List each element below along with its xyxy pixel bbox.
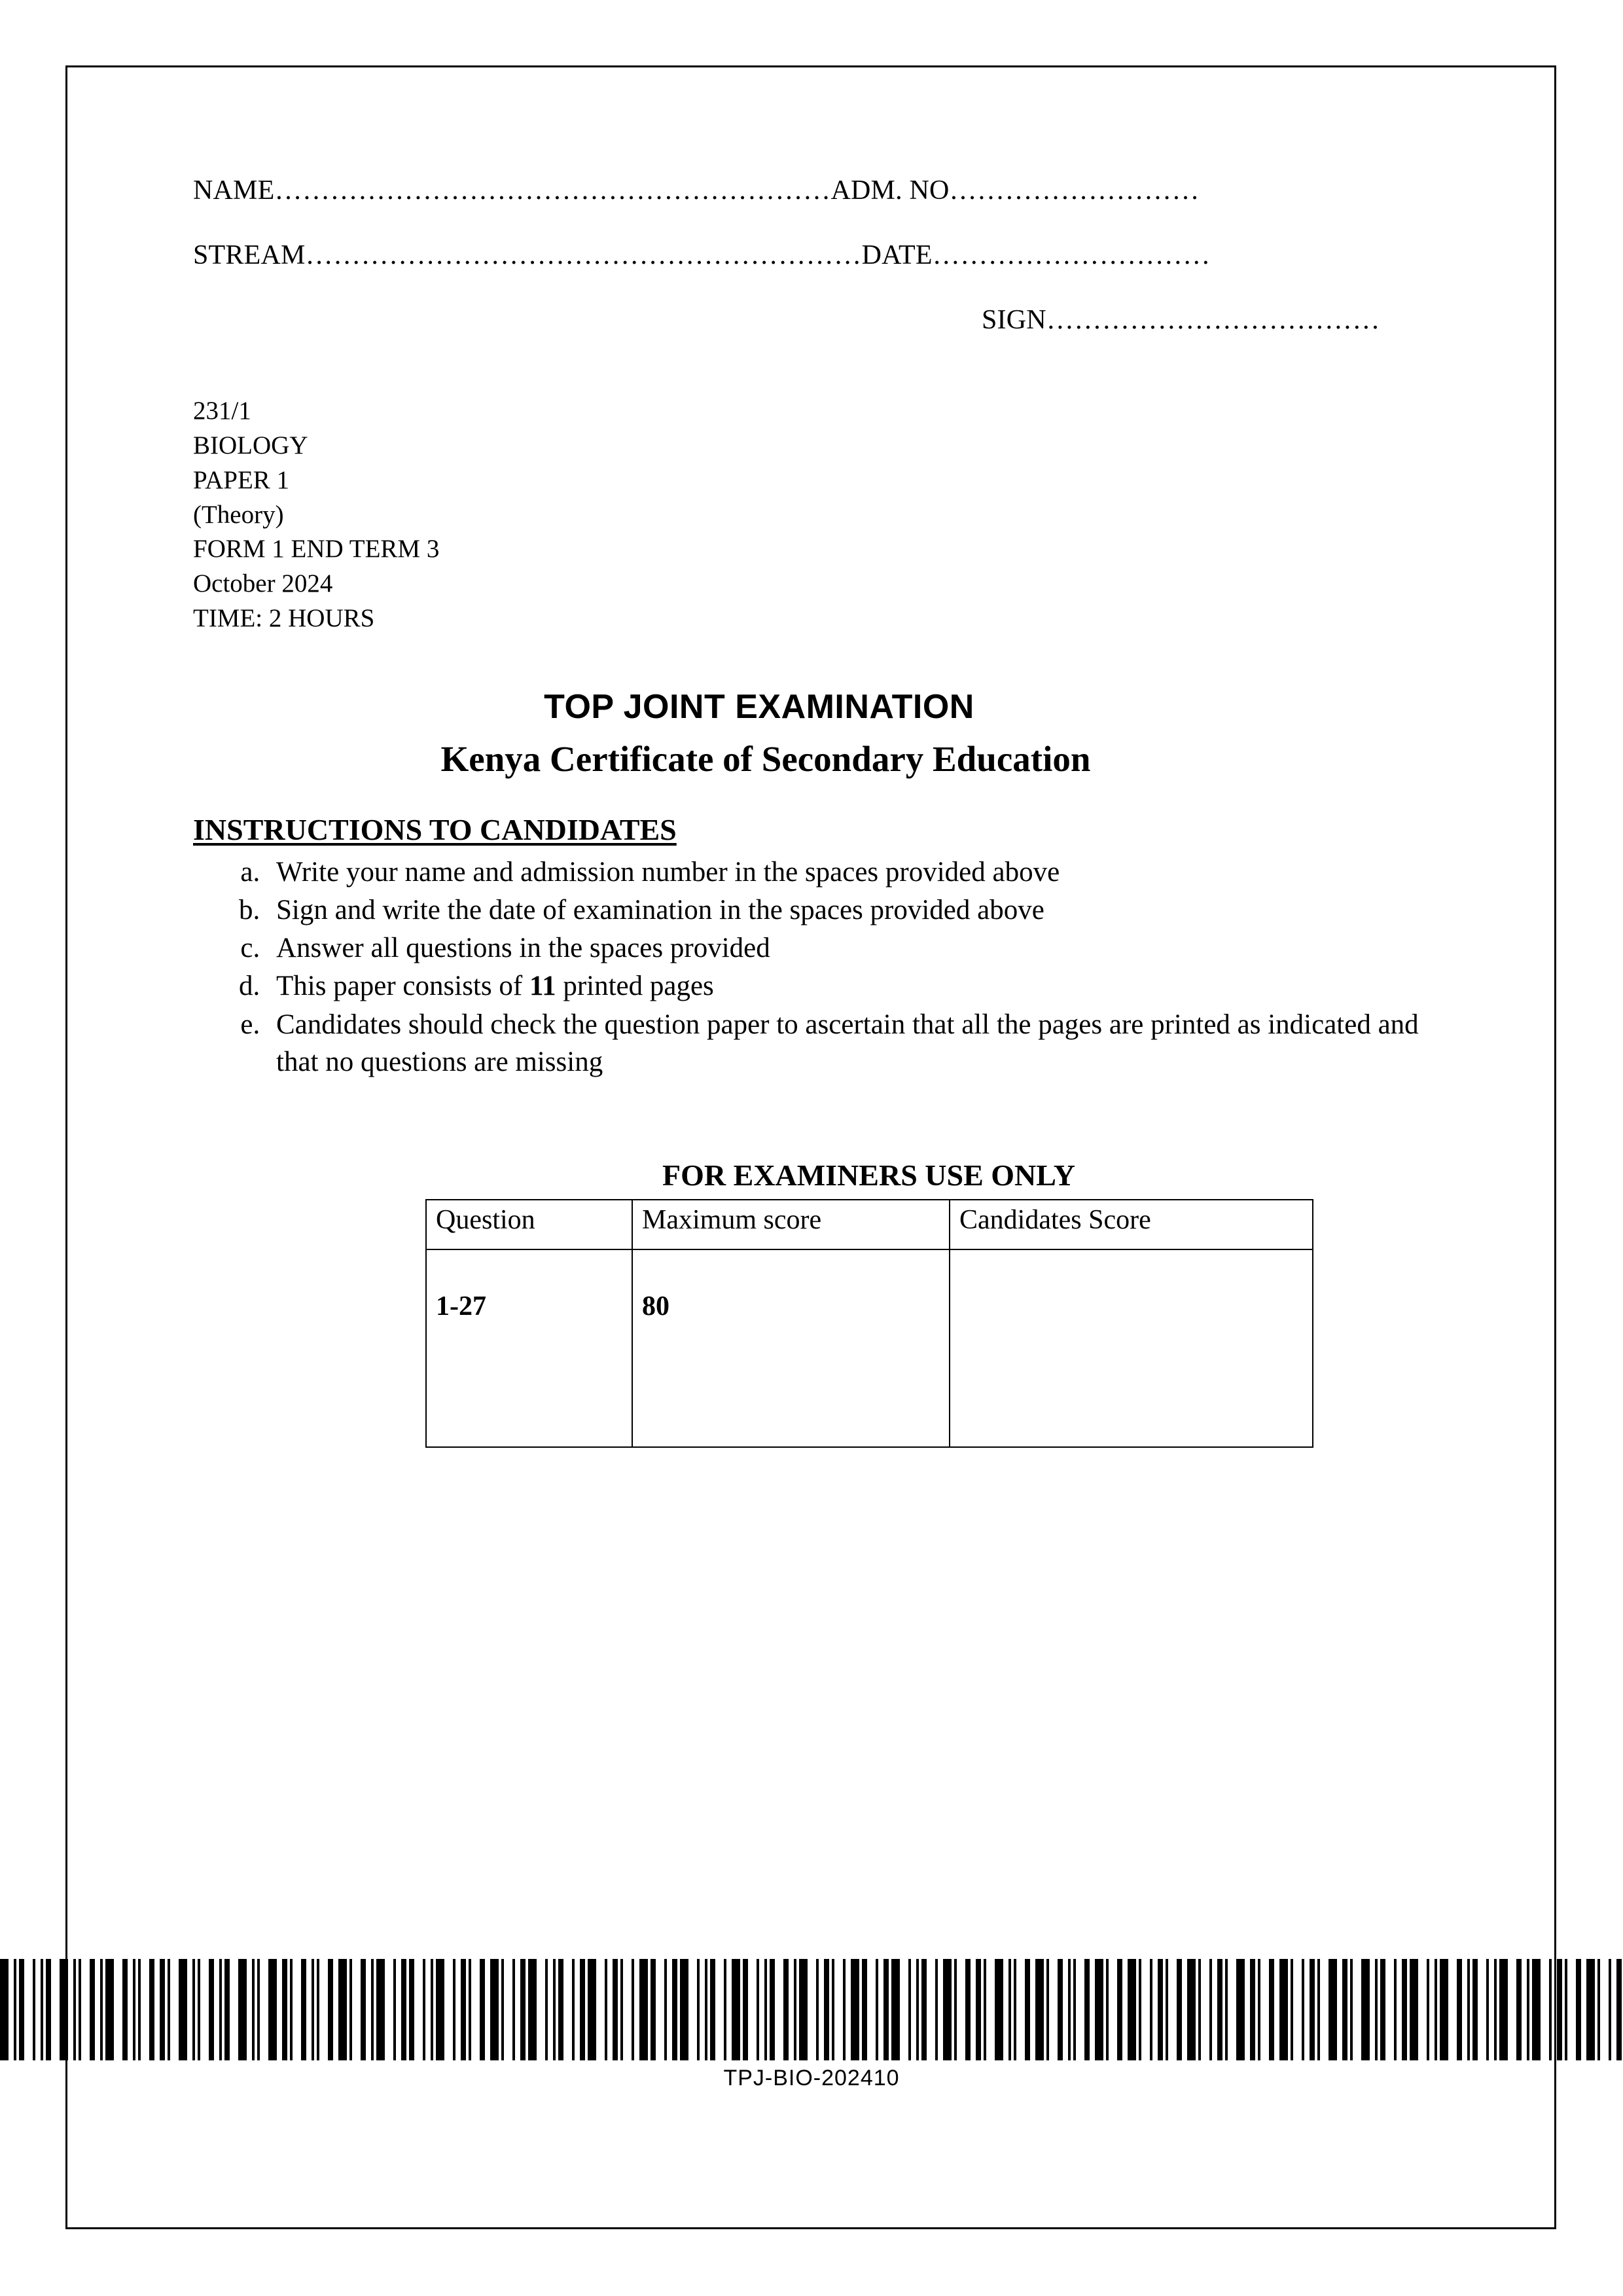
exam-date: October 2024 [193,569,333,598]
exam-duration: TIME: 2 HOURS [193,604,375,633]
instruction-item [267,967,1436,1005]
instruction-text: Sign and write the date of examination in the spaces provided above [276,895,1044,926]
examiners-section [425,1158,1312,1448]
exam-title-sub: Kenya Certificate of Secondary Education [440,738,1091,779]
barcode-section [0,1950,1623,2091]
instruction-text: This paper consists of [276,971,529,1002]
adm-no-label: ADM. NO [830,175,950,206]
examiners-table [425,1199,1313,1448]
instruction-text: Write your name and admission number in the spaces provided above [276,856,1060,888]
exam-code-block [193,394,1436,636]
instruction-item [267,929,1436,967]
header-maximum-score: Maximum score [632,1200,950,1249]
adm-no-dots[interactable]: ……………………… [949,175,1200,206]
table-header-row [426,1200,1313,1249]
instruction-item [267,891,1436,929]
name-label: NAME [193,175,275,206]
sign-label: SIGN [982,305,1046,335]
instruction-page-count: 11 [529,971,556,1002]
instruction-text-tail: printed pages [556,971,714,1002]
instruction-item [267,853,1436,891]
exam-title-main: TOP JOINT EXAMINATION [544,687,974,726]
stream-label: STREAM [193,240,306,270]
name-dots[interactable]: …………………………………………………… [274,175,831,206]
date-label: DATE [861,240,933,270]
header-question: Question [426,1200,632,1249]
barcode-image [0,1959,1623,2060]
cell-question-range: 1-27 [426,1249,632,1447]
instruction-text: Candidates should check the question paper to ascertain that all the pages are printed as indicated and that no questions are missing [276,1009,1419,1077]
instruction-text: Answer all questions in the spaces provided [276,933,770,964]
exam-paper-number: PAPER 1 [193,465,290,494]
exam-paper-code: 231/1 [193,397,251,425]
barcode-label: TPJ-BIO-202410 [723,2066,900,2090]
examiners-title: FOR EXAMINERS USE ONLY [662,1158,1075,1193]
header-candidates-score: Candidates Score [950,1200,1313,1249]
stream-dots[interactable]: …………………………………………………… [305,240,862,270]
table-row [426,1249,1313,1447]
instructions-list [193,853,1436,1081]
cell-maximum-score: 80 [632,1249,950,1447]
exam-level: FORM 1 END TERM 3 [193,535,440,564]
cell-candidates-score[interactable] [950,1249,1313,1447]
exam-paper-type: (Theory) [193,500,284,529]
sign-dots[interactable]: ……………………………… [1046,305,1380,335]
instructions-heading: INSTRUCTIONS TO CANDIDATES [193,812,677,846]
candidate-stream-row [193,242,1436,269]
date-dots[interactable]: ………………………… [932,240,1211,270]
instructions-section [193,780,1436,1081]
instruction-item [267,1006,1436,1081]
page-content [193,177,1436,1448]
candidate-name-row [193,177,1436,204]
exam-subject: BIOLOGY [193,431,308,459]
candidate-sign-row [982,306,1436,334]
